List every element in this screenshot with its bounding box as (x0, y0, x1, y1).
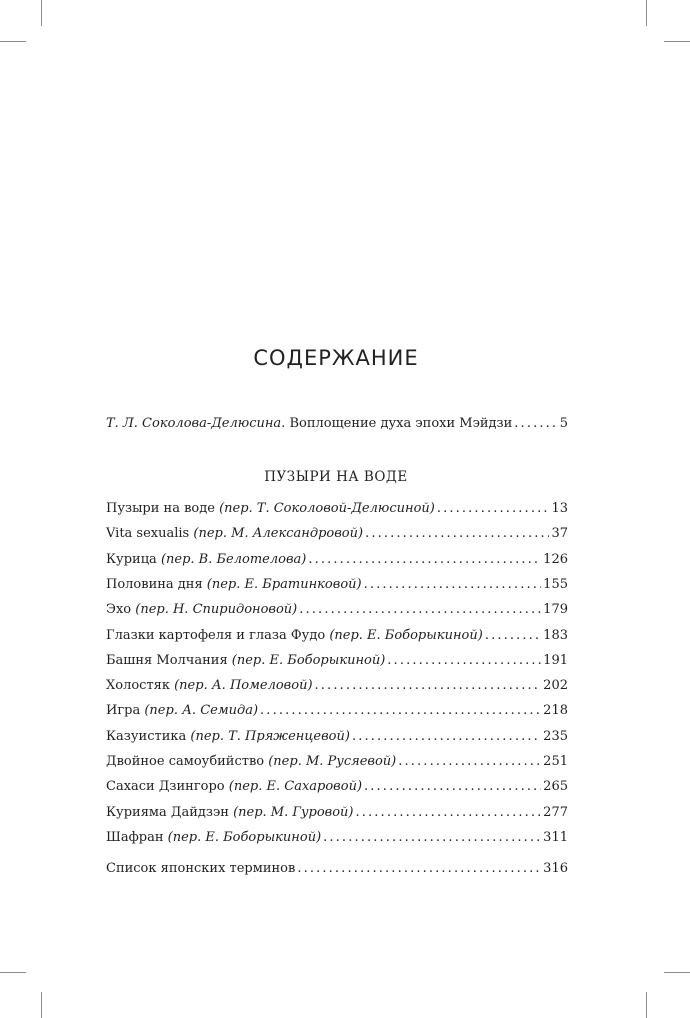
toc-translator: (пер. В. Белотелова) (160, 551, 307, 567)
toc-leader (398, 753, 541, 771)
toc-title-text: Двойное самоубийство (106, 754, 269, 769)
toc-page: 251 (543, 754, 568, 769)
toc-appendix (106, 860, 568, 878)
toc-leader (387, 652, 541, 670)
toc-entry (106, 525, 568, 543)
toc-page: 13 (551, 501, 568, 516)
toc-leader (323, 829, 541, 847)
crop-mark (664, 972, 690, 973)
toc-title-text: Курияма Дайдзэн (106, 804, 234, 820)
toc-leader (514, 415, 557, 433)
toc-translator: (пер. Е. Боборыкиной) (231, 652, 386, 668)
toc-page: 183 (543, 627, 568, 643)
toc-entry (106, 753, 568, 771)
toc-entry (106, 627, 568, 645)
toc-page: 235 (543, 728, 568, 744)
toc-title (106, 525, 363, 543)
toc-translator: (пер. Е. Сахаровой) (228, 779, 363, 795)
toc-title-text: Половина дня (106, 576, 207, 592)
toc-translator: (пер. Т. Соколовой-Делюсиной) (219, 501, 435, 516)
toc-title: Список японских терминов (106, 861, 296, 876)
toc-entry (106, 702, 568, 720)
toc-leader (352, 728, 541, 746)
toc-translator: (пер. А. Помеловой) (174, 678, 313, 694)
crop-mark (646, 0, 647, 26)
toc-author: Т. Л. Соколова-Делюсина. (106, 416, 286, 431)
toc-title (106, 728, 350, 746)
toc-page: 311 (543, 829, 568, 845)
toc-translator: (пер. М. Александровой) (193, 526, 364, 542)
toc-intro (106, 415, 568, 433)
crop-mark (664, 41, 690, 42)
toc-page: 265 (543, 779, 568, 795)
toc-leader (364, 576, 542, 594)
toc-leader (299, 601, 541, 619)
toc-translator: (пер. Т. Пряженцевой) (190, 728, 350, 744)
toc-title (106, 829, 321, 847)
toc-title-text: Пузыри на воде (106, 501, 220, 516)
toc-page: 179 (543, 602, 568, 618)
page-title: СОДЕРЖАНИЕ (253, 346, 419, 370)
toc-title-text: Эхо (106, 602, 136, 618)
toc-entry (106, 500, 568, 518)
crop-mark (646, 992, 647, 1018)
toc-translator: (пер. Е. Братинковой) (206, 576, 362, 592)
toc-title-text: Холостяк (106, 678, 175, 694)
section-title: ПУЗЫРИ НА ВОДЕ (264, 469, 408, 485)
toc-title (106, 551, 306, 569)
toc-title-text: Курица (106, 551, 161, 567)
toc-title-text: Vita sexualis (106, 526, 194, 542)
crop-mark (0, 972, 26, 973)
toc-leader (365, 525, 549, 543)
toc-title (106, 627, 483, 645)
toc-page: 37 (551, 526, 568, 542)
crop-mark (0, 41, 26, 42)
crop-mark (41, 0, 42, 26)
toc-title (106, 677, 313, 695)
toc-entry (106, 601, 568, 619)
toc-leader (485, 627, 541, 645)
toc-title (106, 601, 297, 619)
toc-title (106, 804, 354, 822)
toc-title (106, 652, 385, 670)
toc-page: 277 (543, 804, 568, 820)
toc-entry (106, 778, 568, 796)
toc-leader (315, 677, 542, 695)
toc-title (106, 702, 258, 720)
toc-translator: (пер. М. Русяевой) (268, 754, 397, 769)
toc-title (106, 415, 512, 433)
toc-translator: (пер. Е. Боборыкиной) (167, 829, 322, 845)
toc-translator: (пер. Е. Боборыкиной) (329, 627, 483, 643)
toc-entry (106, 728, 568, 746)
toc-leader (364, 778, 541, 796)
crop-mark (41, 992, 42, 1018)
toc-leader (437, 500, 550, 518)
toc-title (106, 500, 435, 518)
toc-title (106, 576, 362, 594)
toc-entry (106, 677, 568, 695)
toc-page: 218 (543, 703, 568, 719)
toc-title-text: Глазки картофеля и глаза Фудо (106, 627, 330, 643)
toc-title-text: Башня Молчания (106, 652, 232, 668)
toc-title (106, 778, 362, 796)
toc-leader (356, 804, 542, 822)
toc-translator: (пер. Н. Спиридоновой) (135, 602, 298, 618)
toc-title-text: Шафран (106, 829, 168, 845)
toc-page: 5 (559, 416, 568, 431)
toc-entry (106, 576, 568, 594)
toc-page: 126 (543, 551, 568, 567)
toc-title (106, 753, 396, 771)
toc-leader (308, 551, 541, 569)
toc-entry (106, 804, 568, 822)
toc-title-text: Сахаси Дзингоро (106, 779, 229, 795)
toc-leader (297, 860, 541, 878)
toc-page: 155 (543, 576, 568, 592)
toc-entry (106, 551, 568, 569)
toc-page: 202 (543, 678, 568, 694)
toc-translator: (пер. М. Гуровой) (233, 804, 354, 820)
toc-page: 316 (543, 861, 568, 876)
toc-entry (106, 652, 568, 670)
toc-page: 191 (543, 652, 568, 668)
toc-title-text: Воплощение духа эпохи Мэйдзи (285, 416, 513, 431)
toc-title-text: Игра (106, 703, 145, 719)
toc-title-text: Казуистика (106, 728, 191, 744)
toc-leader (260, 702, 541, 720)
toc-entry (106, 829, 568, 847)
toc-translator: (пер. А. Семида) (144, 703, 259, 719)
